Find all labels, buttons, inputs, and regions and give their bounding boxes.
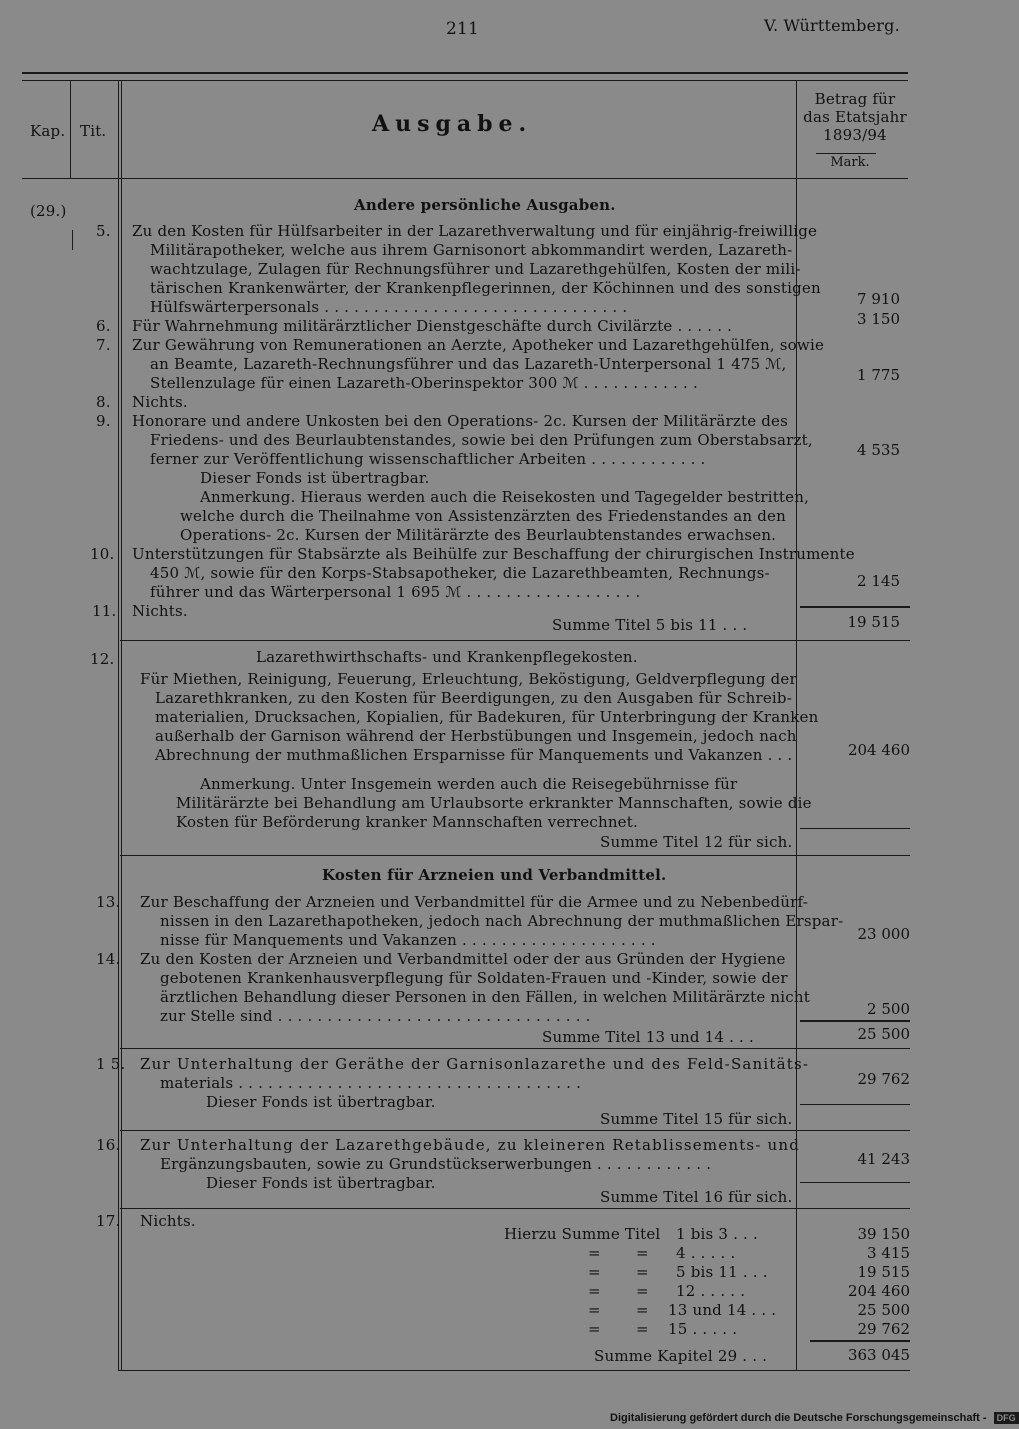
tit-6-amount: 3 150 bbox=[857, 310, 900, 328]
col-divider-kap bbox=[70, 80, 71, 178]
header-mark: Mark. bbox=[830, 155, 870, 170]
tit-7-amount: 1 775 bbox=[857, 366, 900, 384]
tit-11-line-1: Nichts. bbox=[132, 602, 188, 620]
summary-row-1-amount: 39 150 bbox=[857, 1225, 910, 1243]
tit-14-number: 14. bbox=[96, 950, 121, 968]
tit-5-number: 5. bbox=[96, 222, 111, 240]
summary-row-5-amount: 25 500 bbox=[857, 1301, 910, 1319]
col-divider-tit-2 bbox=[121, 80, 122, 1370]
summary-row-2-ditto-2: = bbox=[636, 1244, 649, 1262]
row-rule-2 bbox=[120, 855, 910, 856]
top-rule-2 bbox=[22, 80, 908, 81]
header-tit: Tit. bbox=[80, 122, 107, 140]
tit-16-line-2: Ergänzungsbauten, sowie zu Grundstückserwerbungen . . . . . . . . . . . . bbox=[160, 1155, 712, 1173]
tit-5-line-4: tärischen Krankenwärter, der Krankenpflegerinnen, der Köchinnen und des sonstigen bbox=[150, 279, 821, 297]
tit-7-line-2: an Beamte, Lazareth-Rechnungsführer und das Lazareth-Unterpersonal 1 475 ℳ, bbox=[150, 355, 787, 373]
tit-10-line-1: Unterstützungen für Stabsärzte als Beihülfe zur Beschaffung der chirurgischen Instrumente bbox=[132, 545, 855, 563]
tit-12-line-1: Für Miethen, Reinigung, Feuerung, Erleuchtung, Beköstigung, Geldverpflegung der bbox=[140, 670, 797, 688]
sum-rule-5-11 bbox=[800, 606, 910, 608]
tit-14-line-1: Zu den Kosten der Arzneien und Verbandmittel oder der aus Gründen der Hygiene bbox=[140, 950, 786, 968]
tit-5-amount: 7 910 bbox=[857, 290, 900, 308]
tit-9-line-1: Honorare und andere Unkosten bei den Operations- 2c. Kursen der Militärärzte des bbox=[132, 412, 789, 430]
tit-14-line-3: ärztlichen Behandlung dieser Personen in den Fällen, in welchen Militärärzte nicht bbox=[160, 988, 810, 1006]
row-rule-4 bbox=[120, 1130, 910, 1131]
tit-14-line-2: gebotenen Krankenhausverpflegung für Soldaten-Frauen und -Kinder, sowie der bbox=[160, 969, 788, 987]
summary-row-5-ditto-2: = bbox=[636, 1301, 649, 1319]
sum-rule-15 bbox=[800, 1104, 910, 1105]
header-betrag-3: 1893/94 bbox=[823, 126, 887, 144]
tit-9-line-4: Dieser Fonds ist übertragbar. bbox=[200, 469, 430, 487]
summary-row-2-ditto-1: = bbox=[588, 1244, 601, 1262]
tit-12-amount: 204 460 bbox=[847, 741, 910, 759]
kap-number: (29.) bbox=[30, 202, 67, 220]
tit-9-number: 9. bbox=[96, 412, 111, 430]
summary-row-4-range: 12 . . . . . bbox=[676, 1282, 746, 1300]
section-heading-personal: Andere persönliche Ausgaben. bbox=[354, 196, 616, 214]
tit-6-number: 6. bbox=[96, 317, 111, 335]
tit-16-number: 16. bbox=[96, 1136, 121, 1154]
summary-row-6-amount: 29 762 bbox=[857, 1320, 910, 1338]
sum-13-14-label: Summe Titel 13 und 14 . . . bbox=[542, 1028, 754, 1046]
tit-13-line-3: nisse für Manquements und Vakanzen . . . . . . . . . . . . . . . . . . . . bbox=[160, 931, 656, 949]
summary-row-2-range: 4 . . . . . bbox=[676, 1244, 736, 1262]
row-rule-3 bbox=[120, 1048, 910, 1049]
tit-16-amount: 41 243 bbox=[857, 1150, 910, 1168]
summary-row-4-amount: 204 460 bbox=[847, 1282, 910, 1300]
dfg-logo-icon: DFG bbox=[994, 1412, 1019, 1424]
sum-13-14-amount: 25 500 bbox=[857, 1025, 910, 1043]
tit-13-line-2: nissen in den Lazarethapotheken, jedoch nach Abrechnung der muthmaßlichen Erspar- bbox=[160, 912, 844, 930]
tit-16-line-3: Dieser Fonds ist übertragbar. bbox=[206, 1174, 436, 1192]
tit-15-number: 1 5. bbox=[96, 1055, 126, 1073]
page-number: 211 bbox=[446, 19, 480, 39]
header-kap: Kap. bbox=[30, 122, 66, 140]
bottom-rule bbox=[118, 1370, 910, 1371]
tit-10-number: 10. bbox=[90, 545, 115, 563]
tit-15-line-2: materials . . . . . . . . . . . . . . . . . . . . . . . . . . . . . . . . . . . bbox=[160, 1074, 582, 1092]
footer-text: Digitalisierung gefördert durch die Deutsche Forschungsgemeinschaft - bbox=[610, 1412, 987, 1424]
tit-7-line-1: Zur Gewährung von Remunerationen an Aerzte, Apotheker und Lazarethgehülfen, sowie bbox=[132, 336, 825, 354]
tit-16-line-1: Zur Unterhaltung der Lazarethgebäude, zu kleineren Retablissements- und bbox=[140, 1136, 801, 1154]
summary-row-5-ditto-1: = bbox=[588, 1301, 601, 1319]
tit-10-line-3: führer und das Wärterpersonal 1 695 ℳ . . . . . . . . . . . . . . . . . . bbox=[150, 583, 641, 601]
total-amount: 363 045 bbox=[847, 1346, 910, 1364]
sum-16-label: Summe Titel 16 für sich. bbox=[600, 1188, 793, 1206]
summary-row-2-amount: 3 415 bbox=[867, 1244, 910, 1262]
summary-row-4-ditto-1: = bbox=[588, 1282, 601, 1300]
tit-12-note-1: Anmerkung. Unter Insgemein werden auch die Reisegebührnisse für bbox=[200, 775, 738, 793]
tit-9-amount: 4 535 bbox=[857, 441, 900, 459]
summary-row-3-amount: 19 515 bbox=[857, 1263, 910, 1281]
tit-12-heading: Lazarethwirthschafts- und Krankenpflegekosten. bbox=[256, 648, 638, 666]
tit-14-line-4: zur Stelle sind . . . . . . . . . . . . . . . . . . . . . . . . . . . . . . . . bbox=[160, 1007, 591, 1025]
tit-13-number: 13. bbox=[96, 893, 121, 911]
header-betrag-1: Betrag für bbox=[814, 90, 896, 108]
tit-15-line-1: Zur Unterhaltung der Geräthe der Garnisonlazarethe und des Feld-Sanitäts- bbox=[140, 1055, 810, 1073]
tit-9-line-7: Operations- 2c. Kursen der Militärärzte des Beurlaubtenstandes erwachsen. bbox=[180, 526, 777, 544]
tit-7-line-3: Stellenzulage für einen Lazareth-Oberinspektor 300 ℳ . . . . . . . . . . . . bbox=[150, 374, 698, 392]
header-betrag-2: das Etatsjahr bbox=[803, 108, 907, 126]
summary-row-6-ditto-2: = bbox=[636, 1320, 649, 1338]
summary-row-1-range: 1 bis 3 . . . bbox=[676, 1225, 758, 1243]
tit-9-line-3: ferner zur Veröffentlichung wissenschaftlicher Arbeiten . . . . . . . . . . . . bbox=[150, 450, 706, 468]
tit-12-line-2: Lazarethkranken, zu den Kosten für Beerdigungen, zu den Ausgaben für Schreib- bbox=[155, 689, 792, 707]
row-rule-5 bbox=[120, 1208, 910, 1209]
sum-rule-13-14 bbox=[800, 1020, 910, 1022]
tit-8-number: 8. bbox=[96, 393, 111, 411]
tit-9-line-5: Anmerkung. Hieraus werden auch die Reisekosten und Tagegelder bestritten, bbox=[200, 488, 810, 506]
tit-7-number: 7. bbox=[96, 336, 111, 354]
summary-row-3-ditto-1: = bbox=[588, 1263, 601, 1281]
tit-12-number: 12. bbox=[90, 650, 115, 668]
summary-row-6-ditto-1: = bbox=[588, 1320, 601, 1338]
tit-12-line-5: Abrechnung der muthmaßlichen Ersparnisse für Manquements und Vakanzen . . . bbox=[155, 746, 793, 764]
tit-5-line-5: Hülfswärterpersonals . . . . . . . . . . . . . . . . . . . . . . . . . . . . . . . bbox=[150, 298, 628, 316]
tit-13-line-1: Zur Beschaffung der Arzneien und Verbandmittel für die Armee und zu Nebenbedürf- bbox=[140, 893, 809, 911]
tit-12-line-4: außerhalb der Garnison während der Herbstübungen und Insgemein, jedoch nach bbox=[155, 727, 797, 745]
footer-credit bbox=[610, 1412, 1019, 1424]
tit-17-number: 17. bbox=[96, 1212, 121, 1230]
tit-12-note-3: Kosten für Beförderung kranker Mannschaften verrechnet. bbox=[176, 813, 638, 831]
header-rule bbox=[22, 178, 908, 179]
tit-9-line-6: welche durch die Theilnahme von Assistenzärzten des Friedenstandes an den bbox=[180, 507, 786, 525]
section-title: V. Württemberg. bbox=[764, 16, 900, 35]
tit-15-line-3: Dieser Fonds ist übertragbar. bbox=[206, 1093, 436, 1111]
col-divider-tit bbox=[118, 80, 119, 1370]
sum-rule-12 bbox=[800, 828, 910, 829]
total-rule bbox=[810, 1340, 910, 1342]
row-rule-1 bbox=[120, 640, 910, 641]
tit-12-note-2: Militärärzte bei Behandlung am Urlaubsorte erkrankter Mannschaften, sowie die bbox=[176, 794, 812, 812]
sum-5-11-amount: 19 515 bbox=[847, 613, 900, 631]
sum-15-label: Summe Titel 15 für sich. bbox=[600, 1110, 793, 1128]
summary-row-5-range: 13 und 14 . . . bbox=[668, 1301, 777, 1319]
summary-row-1-label: Hierzu Summe Titel bbox=[504, 1225, 661, 1243]
tit-10-line-2: 450 ℳ, sowie für den Korps-Stabsapotheker, die Lazarethbeamten, Rechnungs- bbox=[150, 564, 770, 582]
summary-row-3-ditto-2: = bbox=[636, 1263, 649, 1281]
total-label: Summe Kapitel 29 . . . bbox=[594, 1347, 768, 1365]
sum-5-11-label: Summe Titel 5 bis 11 . . . bbox=[552, 616, 748, 634]
tit-6-line-1: Für Wahrnehmung militärärztlicher Dienstgeschäfte durch Civilärzte . . . . . . bbox=[132, 317, 733, 335]
sum-12-label: Summe Titel 12 für sich. bbox=[600, 833, 793, 851]
tit-11-number: 11. bbox=[92, 602, 117, 620]
tit-5-line-1: Zu den Kosten für Hülfsarbeiter in der Lazarethverwaltung und für einjährig-freiwillige bbox=[132, 222, 818, 240]
section-heading-arzneien: Kosten für Arzneien und Verbandmittel. bbox=[322, 866, 667, 884]
tit-9-line-2: Friedens- und des Beurlaubtenstandes, sowie bei den Prüfungen zum Oberstabsarzt, bbox=[150, 431, 813, 449]
top-rule bbox=[22, 72, 908, 74]
tit-13-amount: 23 000 bbox=[857, 925, 910, 943]
header-title: Ausgabe. bbox=[372, 111, 533, 137]
tit-5-line-3: wachtzulage, Zulagen für Rechnungsführer und Lazarethgehülfen, Kosten der mili- bbox=[150, 260, 801, 278]
tit-14-amount: 2 500 bbox=[867, 1000, 910, 1018]
tit-12-line-3: materialien, Drucksachen, Kopialien, für Badekuren, für Unterbringung der Kranken bbox=[155, 708, 819, 726]
tit-15-amount: 29 762 bbox=[857, 1070, 910, 1088]
kap-bar bbox=[72, 230, 73, 250]
summary-row-4-ditto-2: = bbox=[636, 1282, 649, 1300]
tit-17-line-1: Nichts. bbox=[140, 1212, 196, 1230]
mark-rule bbox=[816, 153, 876, 154]
summary-row-3-range: 5 bis 11 . . . bbox=[676, 1263, 768, 1281]
tit-10-amount: 2 145 bbox=[857, 572, 900, 590]
tit-5-line-2: Militärapotheker, welche aus ihrem Garnisonort abkommandirt werden, Lazareth- bbox=[150, 241, 793, 259]
sum-rule-16 bbox=[800, 1182, 910, 1183]
tit-8-line-1: Nichts. bbox=[132, 393, 188, 411]
summary-row-6-range: 15 . . . . . bbox=[668, 1320, 738, 1338]
